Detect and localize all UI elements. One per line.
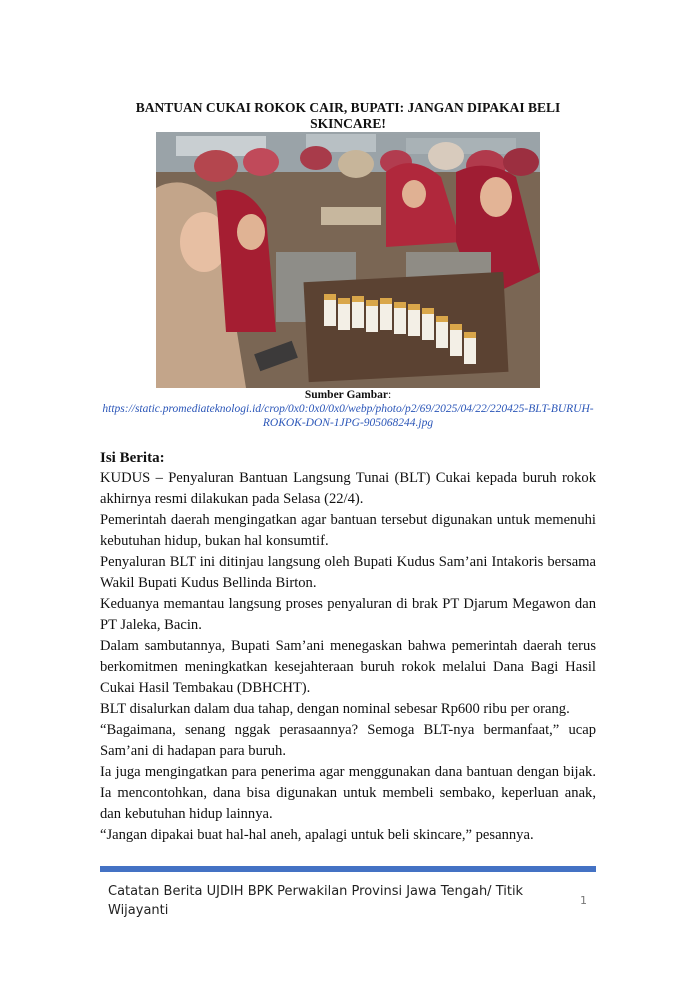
paragraph: “Jangan dipakai buat hal-hal aneh, apalagi untuk beli skincare,” pesannya. bbox=[100, 827, 534, 843]
paragraph: Ia juga mengingatkan para penerima agar menggunakan dana bantuan dengan bijak. Ia mencontohkan, dana bisa digunakan untuk membeli sembako, keperluan anak, dan kebutuhan hidup lainnya. bbox=[100, 764, 596, 822]
paragraph: Pemerintah daerah mengingatkan agar bantuan tersebut digunakan untuk memenuhi kebutuhan hidup, bukan hal konsumtif. bbox=[100, 512, 596, 549]
paragraph: Keduanya memantau langsung proses penyaluran di brak PT Djarum Megawon dan PT Jaleka, Bacin. bbox=[100, 596, 596, 633]
caption-label: Sumber Gambar bbox=[304, 389, 388, 401]
image-caption bbox=[100, 388, 596, 430]
footer-divider bbox=[100, 866, 596, 872]
paragraph: KUDUS – Penyaluran Bantuan Langsung Tunai (BLT) Cukai kepada buruh rokok akhirnya resmi dilakukan pada Selasa (22/4). bbox=[100, 470, 596, 507]
section-heading: Isi Berita: bbox=[100, 450, 165, 466]
article-title: BANTUAN CUKAI ROKOK CAIR, BUPATI: JANGAN DIPAKAI BELI SKINCARE! bbox=[135, 100, 561, 131]
news-photo bbox=[156, 132, 540, 388]
paragraph: Penyaluran BLT ini ditinjau langsung oleh Bupati Kudus Sam’ani Intakoris bersama Wakil Bupati Kudus Bellinda Birton. bbox=[100, 554, 596, 591]
footer-text: Catatan Berita UJDIH BPK Perwakilan Provinsi Jawa Tengah/ Titik Wijayanti bbox=[108, 884, 524, 918]
paragraph: BLT disalurkan dalam dua tahap, dengan nominal sebesar Rp600 ribu per orang. bbox=[100, 701, 570, 717]
image-source-link[interactable]: https://static.promediateknologi.id/crop/0x0:0x0/0x0/webp/photo/p2/69/2025/04/22/220425-BLT-BURUH-ROKOK-DON-1JPG-905068244.jpg bbox=[102, 403, 594, 429]
page-number: 1 bbox=[580, 894, 587, 907]
caption-separator: : bbox=[387, 389, 392, 401]
article-body bbox=[100, 468, 596, 846]
paragraph: Dalam sambutannya, Bupati Sam’ani menegaskan bahwa pemerintah daerah terus berkomitmen meningkatkan kesejahteraan buruh rokok melalui Dana Bagi Hasil Cukai Hasil Tembakau (DBHCHT). bbox=[100, 638, 596, 696]
paragraph: “Bagaimana, senang nggak perasaannya? Semoga BLT-nya bermanfaat,” ucap Sam’ani di hadapan para buruh. bbox=[100, 722, 596, 759]
